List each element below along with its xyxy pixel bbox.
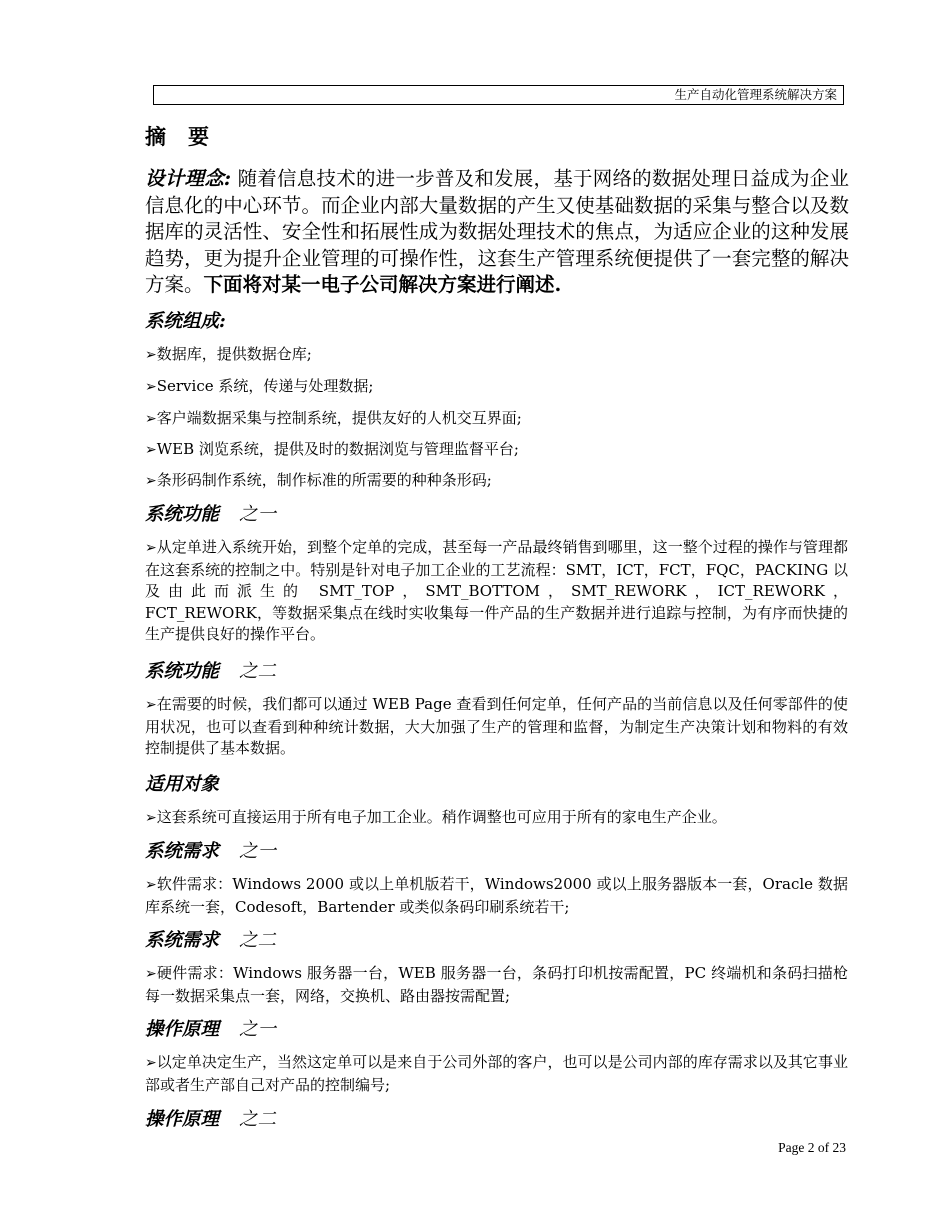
bullet-arrow-icon: ➢	[145, 1055, 157, 1071]
bullet-arrow-icon: ➢	[145, 540, 157, 556]
list-item: ➢WEB 浏览系统，提供及时的数据浏览与管理监督平台;	[145, 440, 519, 458]
function1-heading: 系统功能 之一	[145, 504, 277, 525]
bullet-arrow-icon: ➢	[145, 810, 157, 826]
function2-text: ➢在需要的时候，我们都可以通过 WEB Page 查看到任何定单，任何产品的当前信息以及任何零部件的使用状况，也可以查看到种种统计数据，大大加强了生产的管理和监督，为制定生产决策计划和物料的有效控制提供了基本数据。	[145, 695, 848, 757]
bullet-arrow-icon: ➢	[145, 379, 157, 395]
design-concept-label: 设计理念	[145, 167, 224, 190]
design-concept-paragraph: 设计理念: 随着信息技术的进一步普及和发展，基于网络的数据处理日益成为企业信息化的中心环节。而企业内部大量数据的产生又使基础数据的采集与整合以及数据库的灵活性、安全性和拓展性成为数据处理技术的焦点，为适应企业的这种发展趋势，更为提升企业管理的可操作性，这套生产管理系统便提供了一套完整的解决方案。下面将对某一电子公司解决方案进行阐述.	[145, 167, 849, 296]
requirements2-heading: 系统需求 之二	[145, 930, 277, 951]
list-item: ➢条形码制作系统，制作标准的所需要的种种条形码;	[145, 471, 492, 489]
list-item: ➢数据库，提供数据仓库;	[145, 345, 312, 363]
bullet-arrow-icon: ➢	[145, 442, 157, 458]
design-concept-bold-tail: 下面将对某一电子公司解决方案进行阐述.	[203, 273, 562, 296]
running-header	[153, 85, 844, 105]
bullet-arrow-icon: ➢	[145, 347, 157, 363]
bullet-arrow-icon: ➢	[145, 877, 157, 893]
bullet-arrow-icon: ➢	[145, 966, 157, 982]
operation1-text: ➢以定单决定生产，当然这定单可以是来自于公司外部的客户，也可以是公司内部的库存需求以及其它事业部或者生产部自己对产品的控制编号;	[145, 1053, 848, 1094]
requirements1-heading: 系统需求 之一	[145, 841, 277, 862]
bullet-arrow-icon: ➢	[145, 697, 157, 713]
operation1-heading: 操作原理 之一	[145, 1019, 277, 1040]
bullet-arrow-icon: ➢	[145, 473, 157, 489]
list-item: ➢Service 系统，传递与处理数据;	[145, 377, 374, 395]
bullet-arrow-icon: ➢	[145, 411, 157, 427]
header-title: 生产自动化管理系统解决方案	[674, 87, 837, 102]
applicable-heading: 适用对象	[145, 774, 220, 795]
applicable-text: ➢这套系统可直接运用于所有电子加工企业。稍作调整也可应用于所有的家电生产企业。	[145, 808, 727, 826]
function1-text: ➢从定单进入系统开始，到整个定单的完成，甚至每一产品最终销售到哪里，这一整个过程的操作与管理都在这套系统的控制之中。特别是针对电子加工企业的工艺流程：SMT，ICT，FCT，FQC，PACKING 以及由此而派生的 SMT_TOP，SMT_BOTTOM，SMT_REWORK，ICT_REWORK，FCT_REWORK，等数据采集点在线时实收集每一件产品的生产数据并进行追踪与控制，为有序而快捷的生产提供良好的操作平台。	[145, 538, 848, 643]
design-concept-text: 随着信息技术的进一步普及和发展，基于网络的数据处理日益成为企业信息化的中心环节。而企业内部大量数据的产生又使基础数据的采集与整合以及数据库的灵活性、安全性和拓展性成为数据处理技术的焦点，为适应企业的这种发展趋势，更为提升企业管理的可操作性，这套生产管理系统便提供了一套完整的解决方案。	[145, 167, 849, 296]
abstract-title: 摘要	[145, 124, 231, 149]
function2-heading: 系统功能 之二	[145, 661, 277, 682]
composition-heading: 系统组成:	[145, 311, 226, 332]
page-number: Page 2 of 23	[778, 1140, 846, 1155]
list-item: ➢客户端数据采集与控制系统，提供友好的人机交互界面;	[145, 409, 522, 427]
requirements2-text: ➢硬件需求：Windows 服务器一台，WEB 服务器一台，条码打印机按需配置，PC 终端机和条码扫描枪每一数据采集点一套，网络，交换机、路由器按需配置;	[145, 964, 848, 1005]
operation2-heading: 操作原理 之二	[145, 1109, 277, 1130]
requirements1-text: ➢软件需求：Windows 2000 或以上单机版若干，Windows2000 或以上服务器版本一套，Oracle 数据库系统一套，Codesoft，Bartender 或类似条码印刷系统若干;	[145, 875, 848, 916]
